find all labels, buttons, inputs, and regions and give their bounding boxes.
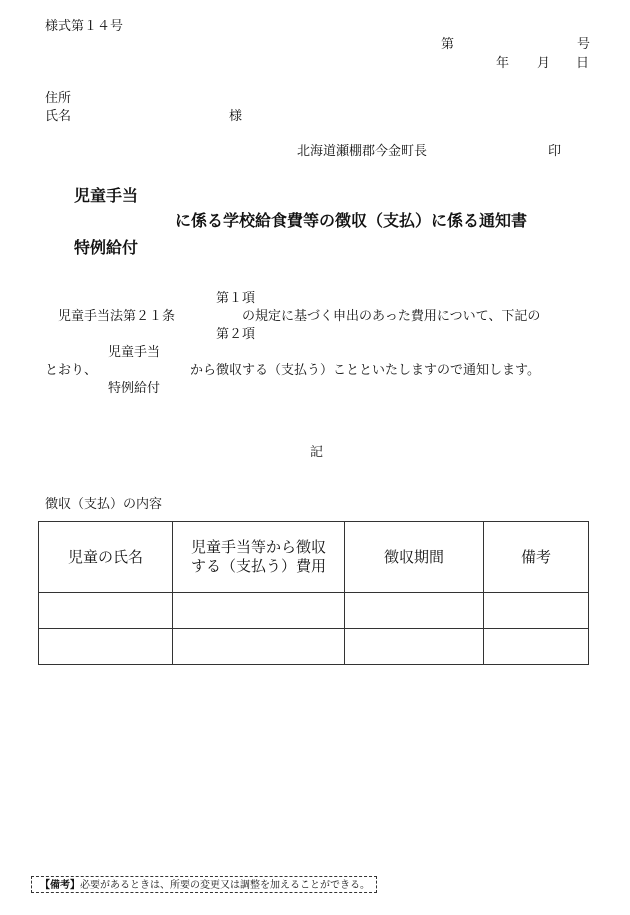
clause-option-2: 第２項 bbox=[216, 327, 256, 342]
table-header-row bbox=[39, 522, 589, 593]
doc-number-suffix: 号 bbox=[577, 37, 591, 52]
form-number: 様式第１４号 bbox=[45, 19, 124, 34]
remarks-label: 【備考】 bbox=[40, 880, 80, 891]
name-label: 氏名 bbox=[45, 109, 72, 124]
table-row bbox=[39, 629, 589, 665]
column-header: 児童の氏名 bbox=[39, 522, 173, 593]
title-option-child-allowance: 児童手当 bbox=[74, 186, 139, 205]
table-cell bbox=[39, 629, 173, 665]
table-cell bbox=[173, 629, 345, 665]
ki-heading: 記 bbox=[310, 445, 324, 460]
address-label: 住所 bbox=[45, 91, 72, 106]
table-cell bbox=[173, 593, 345, 629]
doc-number-prefix: 第 bbox=[441, 37, 455, 52]
law-reference: 児童手当法第２１条 bbox=[58, 309, 176, 324]
column-header: 備考 bbox=[484, 522, 589, 593]
date-day: 日 bbox=[576, 56, 590, 71]
table-row bbox=[39, 593, 589, 629]
content-table bbox=[38, 521, 589, 665]
allowance-option-2: 特例給付 bbox=[108, 381, 161, 396]
clause-option-1: 第１項 bbox=[216, 291, 256, 306]
date-month: 月 bbox=[537, 56, 551, 71]
allowance-option-1: 児童手当 bbox=[108, 345, 161, 360]
title-option-special-benefit: 特例給付 bbox=[74, 238, 139, 257]
remarks-text: 必要があるときは、所要の変更又は調整を加えることができる。 bbox=[80, 880, 370, 891]
table-cell bbox=[345, 593, 484, 629]
document-title: に係る学校給食費等の徴収（支払）に係る通知書 bbox=[175, 211, 528, 230]
table-cell bbox=[484, 629, 589, 665]
table-cell bbox=[39, 593, 173, 629]
body-line2: から徴収する（支払う）ことといたしますので通知します。 bbox=[190, 363, 540, 378]
table-cell bbox=[484, 593, 589, 629]
column-header: 児童手当等から徴収する（支払う）費用 bbox=[173, 522, 345, 593]
honorific: 様 bbox=[229, 109, 243, 124]
date-year: 年 bbox=[496, 56, 510, 71]
table-cell bbox=[345, 629, 484, 665]
issuer-name: 北海道瀬棚郡今金町長 bbox=[297, 144, 428, 159]
column-header: 徴収期間 bbox=[345, 522, 484, 593]
seal-mark: 印 bbox=[548, 144, 562, 159]
remarks-note bbox=[31, 876, 377, 893]
body-line2-start: とおり、 bbox=[45, 363, 98, 378]
section-label: 徴収（支払）の内容 bbox=[45, 497, 163, 512]
body-line1: の規定に基づく申出のあった費用について、下記の bbox=[242, 309, 541, 324]
